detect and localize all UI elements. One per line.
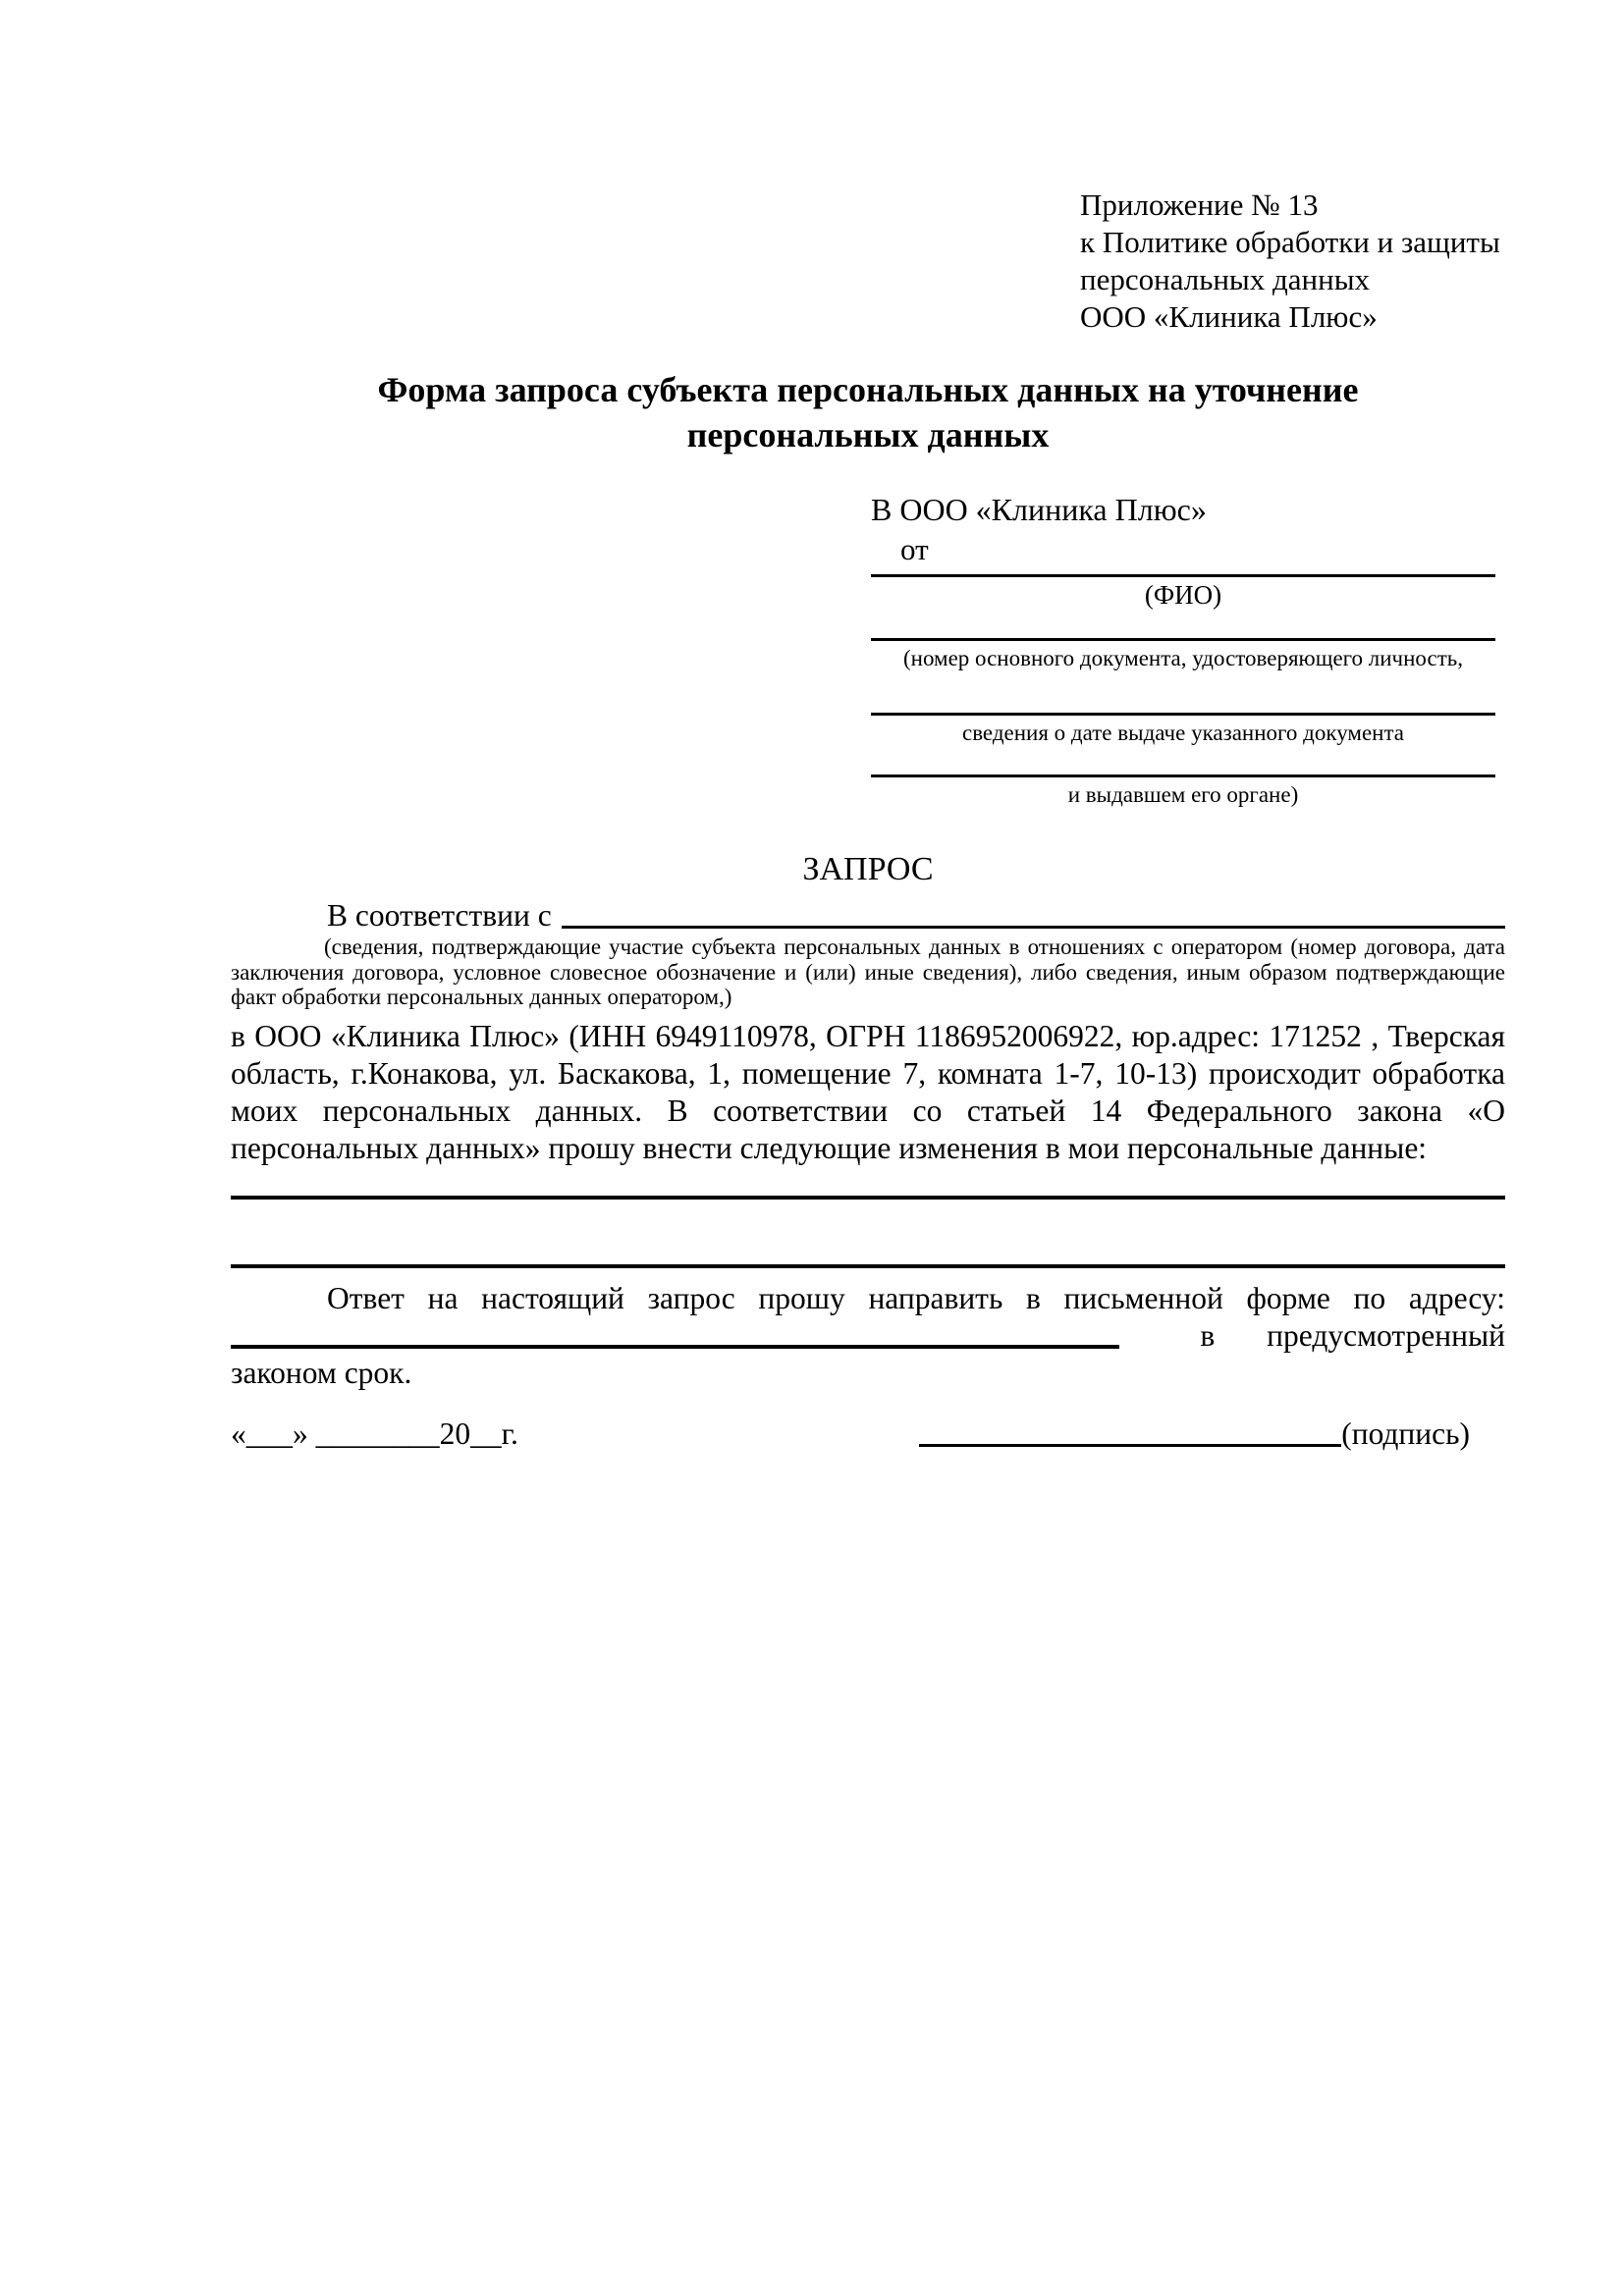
appendix-line: к Политике обработки и защиты — [1080, 225, 1500, 259]
issue-date-fill-in-line — [871, 713, 1495, 716]
fio-field-group — [871, 574, 1495, 609]
signature-fill-in-line — [919, 1444, 1341, 1447]
form-title — [231, 367, 1505, 457]
appendix-line: ООО «Клиника Плюс» — [1080, 299, 1378, 334]
accordance-line — [231, 897, 1505, 934]
document-number-fill-in-line — [871, 638, 1495, 641]
appendix-line: Приложение № 13 — [1080, 187, 1319, 222]
date-line: «___» ________20__г. — [231, 1415, 518, 1451]
changes-fill-in-line-1 — [231, 1196, 1505, 1200]
appendix-block — [1080, 187, 1505, 336]
issuing-authority-fill-in-line — [871, 774, 1495, 777]
accordance-prefix: В соответствии с — [327, 898, 552, 933]
reply-address-sentence: Ответ на настоящий запрос прошу направить в письменной форме по адресу: — [327, 1280, 1505, 1315]
reply-address-fill-in-line — [231, 1345, 1119, 1349]
changes-fill-in-line-2 — [231, 1264, 1505, 1268]
reply-address-line — [231, 1317, 1505, 1355]
issue-date-field-group — [871, 713, 1495, 747]
fio-fill-in-line — [871, 574, 1495, 577]
document-number-field-group — [871, 638, 1495, 672]
date-signature-row — [231, 1415, 1505, 1453]
addressee-block — [871, 488, 1495, 809]
request-body-paragraph: в ООО «Клиника Плюс» (ИНН 6949110978, ОГРН 1186952006922, юр.адрес: 171252 , Тверская область, г.Конакова, ул. Баскакова, 1, помещение 7, комната 1-7, 10-13) происходит обработка моих персональных данных. В соответствии со статьей 14 Федерального закона «О персональных данных» прошу внести следующие изменения в мои персональные данные: — [231, 1018, 1505, 1165]
reply-closing-text: законом срок. — [231, 1355, 412, 1390]
addressee-to: В ООО «Клиника Плюс» — [871, 492, 1207, 527]
request-heading: ЗАПРОС — [802, 851, 934, 887]
reply-suffix-text: в предусмотренный — [1200, 1317, 1505, 1353]
signature-caption: (подпись) — [1341, 1415, 1470, 1451]
fio-caption: (ФИО) — [1144, 580, 1222, 610]
document-number-caption: (номер основного документа, удостоверяющего личность, — [902, 646, 1463, 670]
issuing-authority-caption: и выдавшем его органе) — [1067, 782, 1299, 807]
accordance-fill-in-line — [562, 926, 1505, 929]
form-title-line: персональных данных — [686, 415, 1050, 454]
accordance-note: (сведения, подтверждающие участие субъекта персональных данных в отношениях с оператором (номер договора, дата заключения договора, условное словесное обозначение и (или) иные сведения), либо сведения, иным образом подтверждающие факт обработки персональных данных оператором,) — [231, 934, 1505, 1009]
issue-date-caption: сведения о дате выдаче указанного документа — [961, 721, 1405, 745]
issuing-authority-field-group — [871, 774, 1495, 809]
signature-block — [919, 1415, 1470, 1453]
appendix-line: персональных данных — [1080, 262, 1371, 296]
addressee-from-label: от — [900, 532, 929, 566]
form-title-line: Форма запроса субъекта персональных данных на уточнение — [377, 370, 1359, 409]
